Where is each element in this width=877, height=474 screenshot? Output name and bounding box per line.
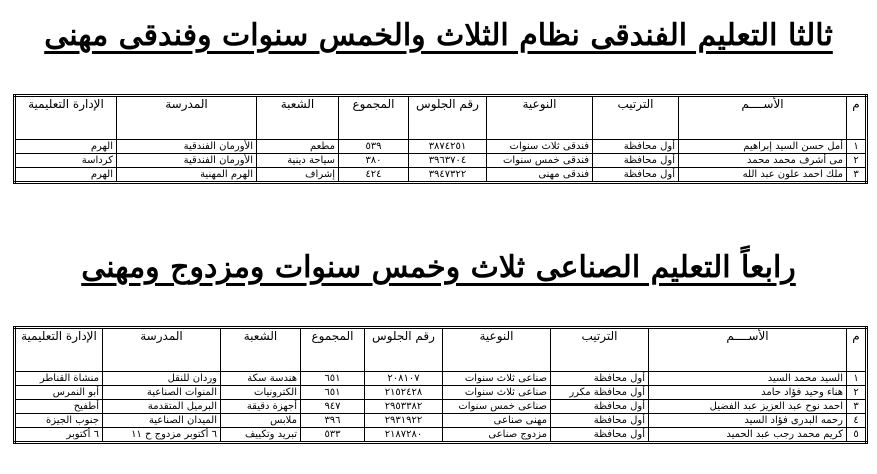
cell-name: أمل حسن السيد إبراهيم xyxy=(679,140,847,154)
cell-branch: الكترونيات xyxy=(221,386,301,400)
cell-index: ٢ xyxy=(847,154,867,168)
section4-header-row xyxy=(15,328,867,372)
cell-type: فندقى خمس سنوات xyxy=(487,154,593,168)
cell-index: ٣ xyxy=(847,168,867,183)
cell-branch: سياحة دينية xyxy=(257,154,339,168)
cell-admin: أبو النمرس xyxy=(15,386,103,400)
cell-admin: ٦ أكتوبر xyxy=(15,428,103,443)
cell-total: ٥٣٩ xyxy=(339,140,409,154)
table-row xyxy=(15,414,867,428)
cell-name: رحمه البدرى فؤاد السيد xyxy=(649,414,847,428)
table-row xyxy=(15,386,867,400)
cell-type: فندقى ثلاث سنوات xyxy=(487,140,593,154)
cell-school: الأورمان الفندقية xyxy=(117,140,257,154)
cell-total: ٤٢٤ xyxy=(339,168,409,183)
table-row xyxy=(15,400,867,414)
cell-seat-number: ٣٨٧٤٢٥١ xyxy=(409,140,487,154)
cell-rank: أول محافظة xyxy=(551,414,649,428)
cell-name: كريم محمد رجب عبد الحميد xyxy=(649,428,847,443)
section4-title: رابعاً التعليم الصناعى ثلاث وخمس سنوات ومزدوج ومهنى xyxy=(81,250,796,285)
cell-school: الأورمان الفندقية xyxy=(117,154,257,168)
col-header-index: م xyxy=(847,328,867,372)
section3-header-row xyxy=(15,96,867,140)
cell-name: مى أشرف محمد محمد xyxy=(679,154,847,168)
cell-seat-number: ٢٩٥٣٣٨٢ xyxy=(365,400,443,414)
cell-seat-number: ٢٠٨١٠٧ xyxy=(365,372,443,386)
cell-admin: الهرم xyxy=(15,168,117,183)
cell-school: البرميل المتقدمة xyxy=(103,400,221,414)
section3-table xyxy=(13,94,868,184)
table-row xyxy=(15,140,867,154)
cell-type: مزدوج صناعى xyxy=(443,428,551,443)
col-header-total: المجموع xyxy=(339,96,409,140)
cell-rank: أول محافظة xyxy=(593,168,679,183)
cell-name: السيد محمد السيد xyxy=(649,372,847,386)
cell-rank: أول محافظة مكرر xyxy=(551,386,649,400)
cell-total: ٥٣٣ xyxy=(301,428,365,443)
cell-type: مهنى صناعى xyxy=(443,414,551,428)
cell-index: ١ xyxy=(847,140,867,154)
cell-total: ٣٨٠ xyxy=(339,154,409,168)
col-header-admin: الإدارة التعليمية xyxy=(15,328,103,372)
cell-rank: أول محافظة xyxy=(593,154,679,168)
cell-branch: إشراف xyxy=(257,168,339,183)
table-row xyxy=(15,168,867,183)
cell-name: احمد نوح عبد العزيز عبد الفضيل xyxy=(649,400,847,414)
cell-branch: مطعم xyxy=(257,140,339,154)
col-header-rank: الترتيب xyxy=(551,328,649,372)
cell-total: ٣٩٦ xyxy=(301,414,365,428)
table-row xyxy=(15,154,867,168)
col-header-seat-number: رقم الجلوس xyxy=(365,328,443,372)
cell-admin: كرداسة xyxy=(15,154,117,168)
cell-index: ٤ xyxy=(847,414,867,428)
col-header-name: الأســــم xyxy=(679,96,847,140)
col-header-seat-number: رقم الجلوس xyxy=(409,96,487,140)
col-header-branch: الشعبة xyxy=(257,96,339,140)
cell-total: ٦٥١ xyxy=(301,386,365,400)
cell-branch: تبريد وتكييف xyxy=(221,428,301,443)
cell-rank: أول محافظة xyxy=(551,428,649,443)
cell-school: الهرم المهنية xyxy=(117,168,257,183)
cell-school: ٦ أكتوبر مزدوج ح ١١ xyxy=(103,428,221,443)
cell-school: وردان للنقل xyxy=(103,372,221,386)
cell-rank: أول محافظة xyxy=(551,400,649,414)
cell-admin: أطفيح xyxy=(15,400,103,414)
cell-name: هناء وحيد فؤاد حامد xyxy=(649,386,847,400)
cell-index: ٣ xyxy=(847,400,867,414)
cell-rank: أول محافظة xyxy=(593,140,679,154)
col-header-index: م xyxy=(847,96,867,140)
cell-type: فندقى مهنى xyxy=(487,168,593,183)
cell-school: الميدان الصناعية xyxy=(103,414,221,428)
cell-seat-number: ٢١٥٢٤٢٨ xyxy=(365,386,443,400)
table-row xyxy=(15,372,867,386)
col-header-type: النوعية xyxy=(487,96,593,140)
cell-seat-number: ٢٩٣١٩٢٢ xyxy=(365,414,443,428)
cell-type: صناعى خمس سنوات xyxy=(443,400,551,414)
cell-type: صناعى ثلاث سنوات xyxy=(443,372,551,386)
col-header-type: النوعية xyxy=(443,328,551,372)
cell-admin: الهرم xyxy=(15,140,117,154)
cell-total: ٦٥١ xyxy=(301,372,365,386)
col-header-admin: الإدارة التعليمية xyxy=(15,96,117,140)
cell-index: ١ xyxy=(847,372,867,386)
col-header-total: المجموع xyxy=(301,328,365,372)
cell-total: ٩٤٧ xyxy=(301,400,365,414)
cell-seat-number: ٣٩٤٧٣٢٢ xyxy=(409,168,487,183)
cell-admin: منشاة القناطر xyxy=(15,372,103,386)
col-header-rank: الترتيب xyxy=(593,96,679,140)
col-header-school: المدرسة xyxy=(103,328,221,372)
cell-seat-number: ٣٩٦٣٧٠٤ xyxy=(409,154,487,168)
table-row xyxy=(15,428,867,443)
col-header-name: الأســــم xyxy=(649,328,847,372)
cell-branch: ملابس xyxy=(221,414,301,428)
cell-branch: هندسة سكة xyxy=(221,372,301,386)
col-header-branch: الشعبة xyxy=(221,328,301,372)
cell-rank: أول محافظة xyxy=(551,372,649,386)
cell-seat-number: ٢١٨٧٢٨٠ xyxy=(365,428,443,443)
section4-table xyxy=(13,326,868,444)
cell-school: المنوات الصناعية xyxy=(103,386,221,400)
cell-admin: جنوب الجيزة xyxy=(15,414,103,428)
cell-type: صناعى ثلاث سنوات xyxy=(443,386,551,400)
cell-index: ٢ xyxy=(847,386,867,400)
section3-title: ثالثا التعليم الفندقى نظام الثلاث والخمس سنوات وفندقى مهنى xyxy=(44,18,833,53)
cell-name: ملك احمد علون عبد الله xyxy=(679,168,847,183)
col-header-school: المدرسة xyxy=(117,96,257,140)
cell-branch: أجهزة دقيقة xyxy=(221,400,301,414)
cell-index: ٥ xyxy=(847,428,867,443)
